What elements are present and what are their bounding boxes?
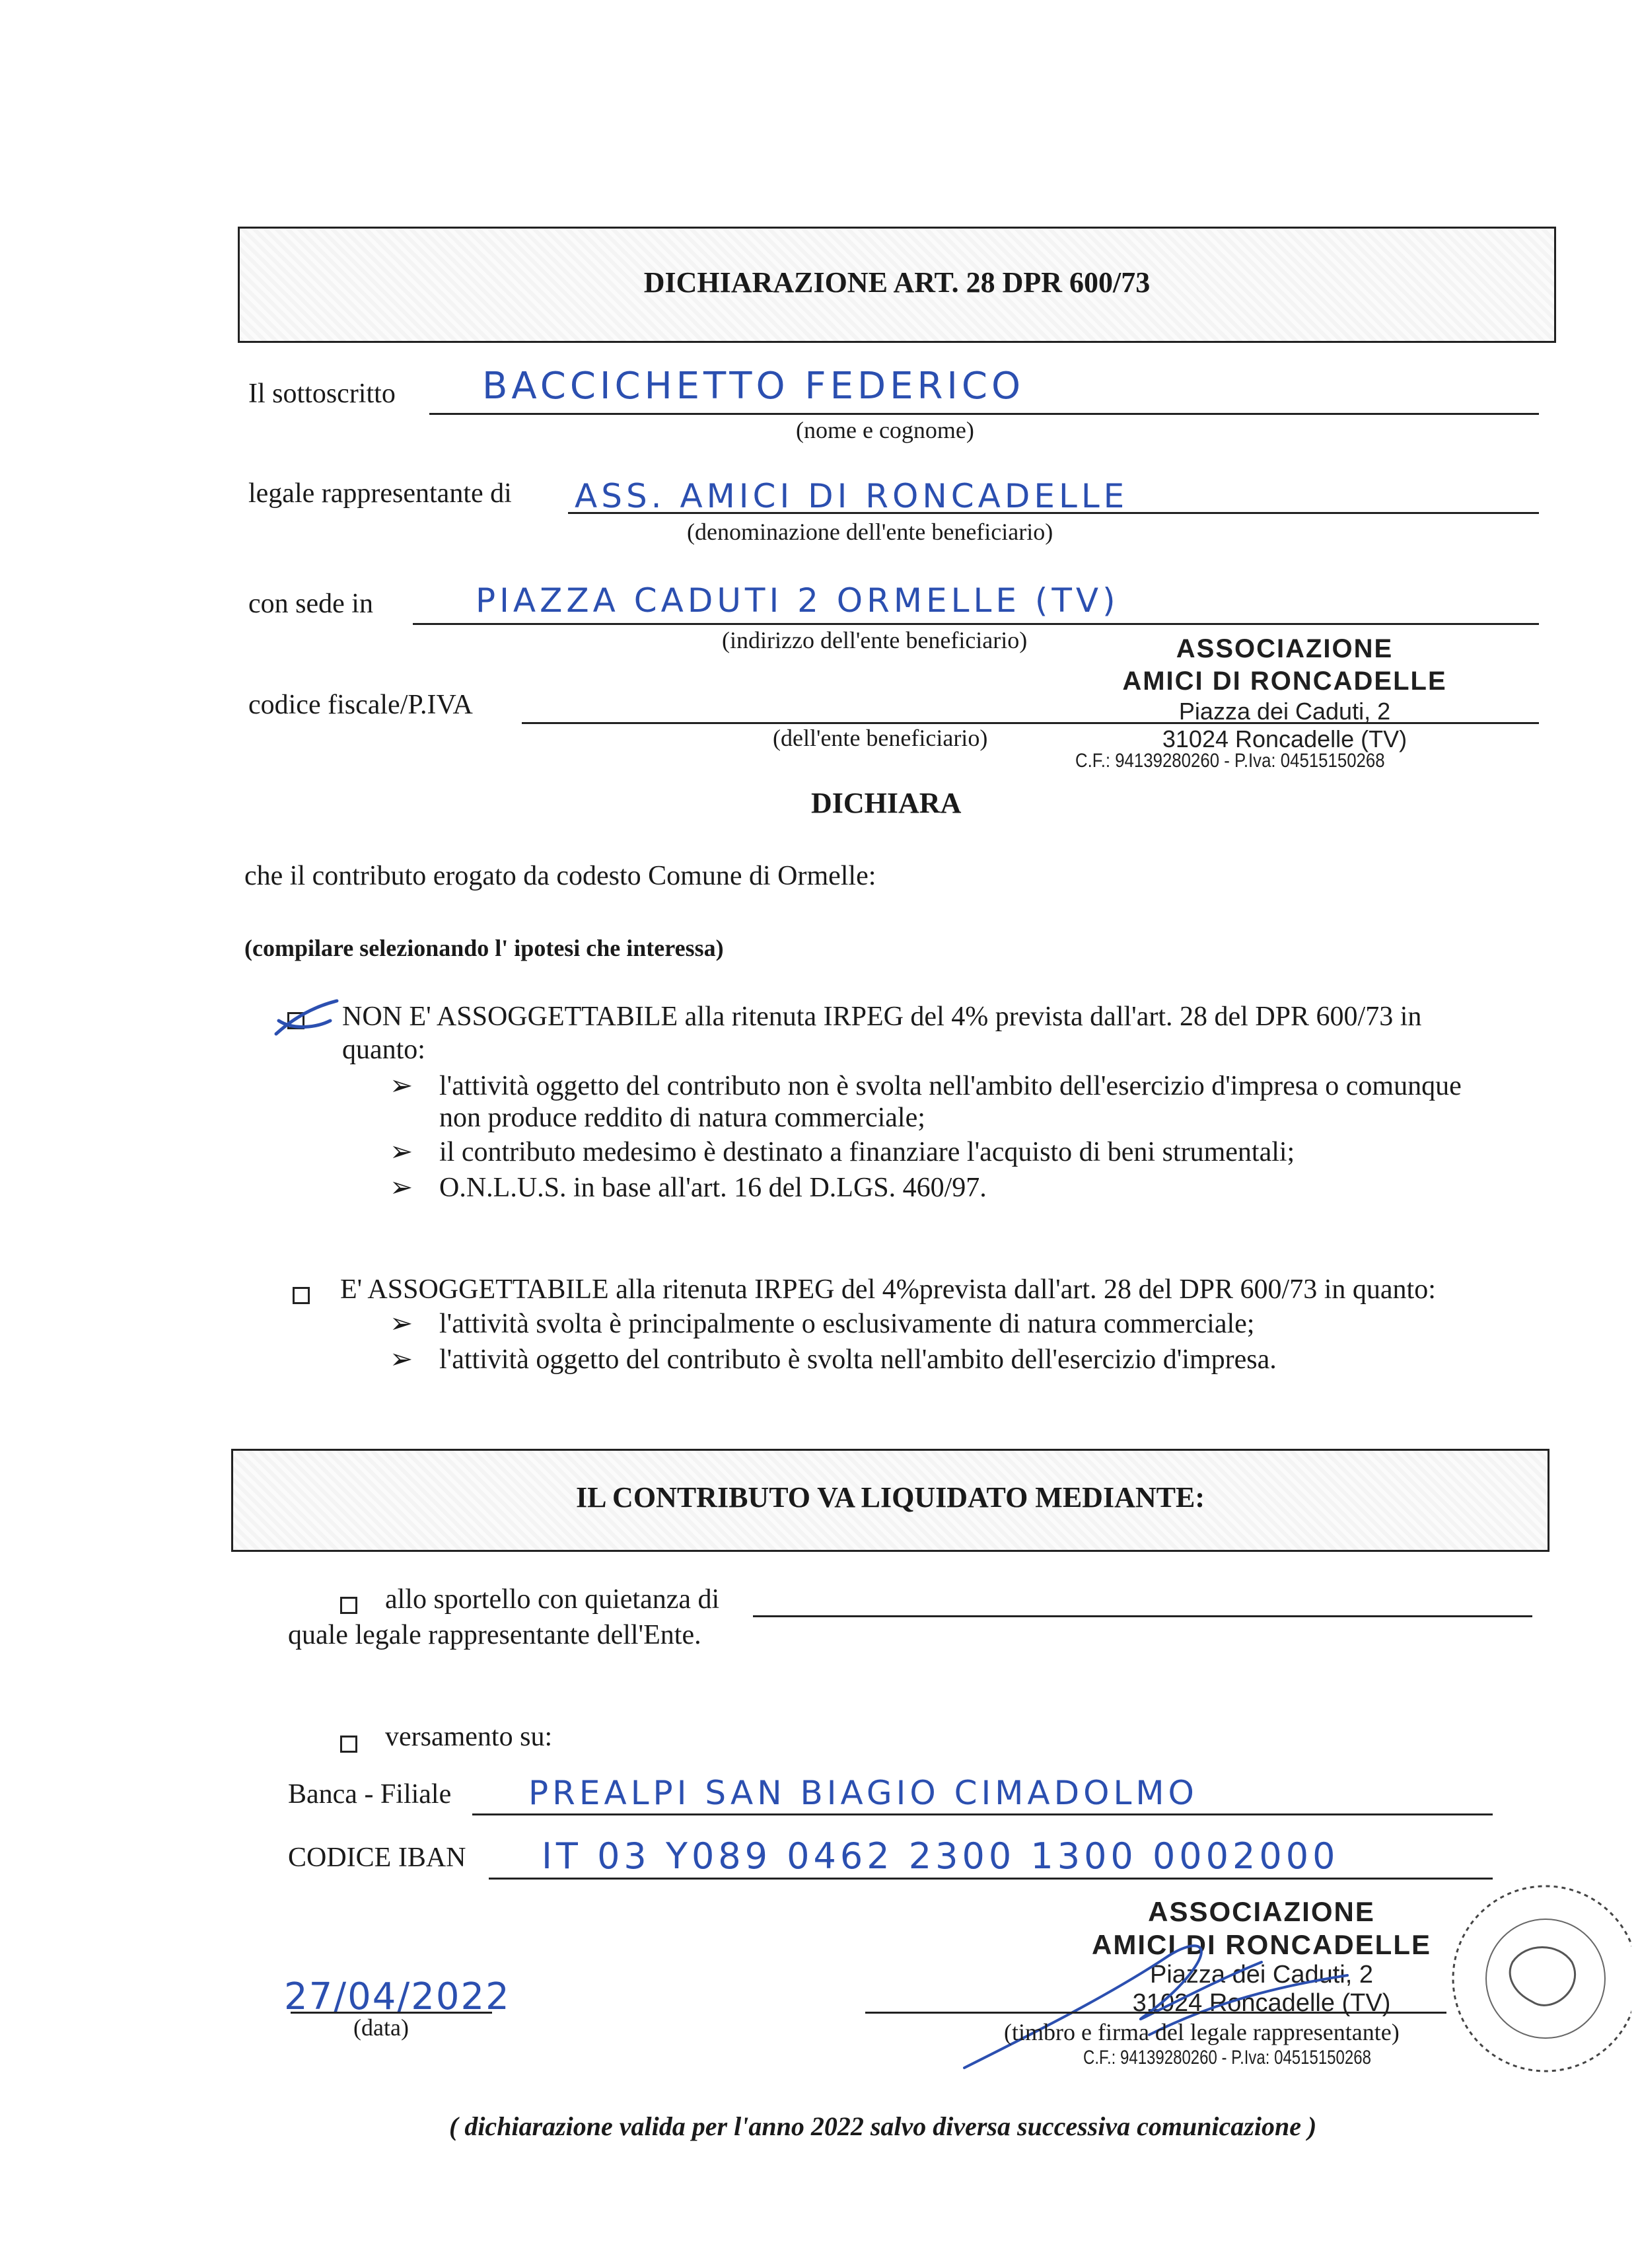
signature-icon	[951, 1916, 1427, 2088]
sportello-checkbox[interactable]	[340, 1597, 357, 1614]
legale-label: legale rappresentante di	[248, 478, 512, 509]
sede-label: con sede in	[248, 589, 373, 619]
arrow-icon: ➢	[390, 1307, 413, 1339]
stamp2-tax-ids: C.F.: 94139280260 - P.Iva: 04515150268	[1083, 2047, 1371, 2068]
versamento-checkbox[interactable]	[340, 1736, 357, 1753]
arrow-icon: ➢	[390, 1342, 413, 1375]
stamp2-line-2: AMICI DI RONCADELLE	[1092, 1929, 1431, 1960]
arrow-icon: ➢	[390, 1069, 413, 1101]
footer-note: ( dichiarazione valida per l'anno 2022 salvo diversa successiva comunicazione )	[449, 2111, 1317, 2141]
stamp2-line-4: 31024 Roncadelle (TV)	[1132, 1989, 1391, 2017]
cf-line	[522, 722, 1539, 724]
banca-value: PREALPI SAN BIAGIO CIMADOLMO	[528, 1774, 1198, 1812]
stamp2-line-1: ASSOCIAZIONE	[1148, 1896, 1375, 1927]
sportello-line	[753, 1615, 1532, 1617]
legale-value: ASS. AMICI DI RONCADELLE	[575, 477, 1129, 515]
stamp-line-4: 31024 Roncadelle (TV)	[1162, 725, 1407, 752]
option-b-text: E' ASSOGGETTABILE alla ritenuta IRPEG del 4%prevista dall'art. 28 del DPR 600/73 in quanto:	[340, 1274, 1436, 1305]
sede-caption: (indirizzo dell'ente beneficiario)	[722, 627, 1028, 653]
option-b-checkbox[interactable]	[293, 1287, 310, 1304]
option-a-text-2: quanto:	[342, 1035, 425, 1065]
payment-title: IL CONTRIBUTO VA LIQUIDATO MEDIANTE:	[576, 1481, 1205, 1514]
option-a-bullet-1-line-1: l'attività oggetto del contributo non è svolta nell'ambito dell'esercizio d'impresa o comunque	[439, 1071, 1462, 1101]
option-b-bullet-1: l'attività svolta è principalmente o esclusivamente di natura commerciale;	[439, 1309, 1255, 1339]
sottoscritto-label: Il sottoscritto	[248, 379, 396, 409]
document-title: DICHIARAZIONE ART. 28 DPR 600/73	[643, 266, 1151, 299]
sottoscritto-line	[429, 413, 1539, 415]
signature-line	[865, 2012, 1446, 2014]
arrow-icon: ➢	[390, 1171, 413, 1203]
signature-caption: (timbro e firma del legale rappresentante)	[1004, 2019, 1400, 2045]
cf-caption: (dell'ente beneficiario)	[773, 725, 988, 751]
sede-value: PIAZZA CADUTI 2 ORMELLE (TV)	[476, 581, 1120, 620]
payment-box	[231, 1449, 1549, 1552]
sportello-text-2: quale legale rappresentante dell'Ente.	[288, 1620, 701, 1650]
header-box	[238, 227, 1556, 343]
legale-caption: (denominazione dell'ente beneficiario)	[687, 519, 1053, 545]
instruction-text: (compilare selezionando l' ipotesi che interessa)	[244, 935, 724, 961]
option-a-bullet-3: O.N.L.U.S. in base all'art. 16 del D.LGS. 460/97.	[439, 1173, 987, 1203]
sportello-text: allo sportello con quietanza di	[385, 1584, 720, 1615]
stamp-tax-ids: C.F.: 94139280260 - P.Iva: 04515150268	[1075, 750, 1385, 772]
sottoscritto-caption: (nome e cognome)	[796, 417, 974, 443]
arrow-icon: ➢	[390, 1135, 413, 1167]
stamp-line-3: Piazza dei Caduti, 2	[1178, 698, 1391, 725]
cf-label: codice fiscale/P.IVA	[248, 690, 473, 720]
option-b-bullet-2: l'attività oggetto del contributo è svolta nell'ambito dell'esercizio d'impresa.	[439, 1344, 1277, 1375]
banca-line	[472, 1813, 1493, 1815]
option-a-bullet-1-line-2: non produce reddito di natura commerciale;	[439, 1103, 925, 1133]
iban-value: IT 03 Y089 0462 2300 1300 0002000	[542, 1835, 1339, 1877]
stamp2-line-3: Piazza dei Caduti, 2	[1150, 1961, 1373, 1989]
stamp-line-2: AMICI DI RONCADELLE	[1122, 667, 1447, 696]
sottoscritto-value: BACCICHETTO FEDERICO	[482, 365, 1025, 408]
option-a-bullet-2: il contributo medesimo è destinato a finanziare l'acquisto di beni strumentali;	[439, 1137, 1295, 1167]
check-mark-icon	[271, 994, 343, 1041]
stamp-line-1: ASSOCIAZIONE	[1176, 634, 1394, 663]
date-value: 27/04/2022	[284, 1975, 511, 2018]
seal-icon	[1433, 1863, 1631, 2081]
association-stamp	[1073, 634, 1496, 753]
option-a-text-1: NON E' ASSOGGETTABILE alla ritenuta IRPEG del 4% prevista dall'art. 28 del DPR 600/73 in	[342, 1002, 1422, 1032]
dichiara-heading: DICHIARA	[811, 787, 962, 819]
iban-label: CODICE IBAN	[288, 1843, 466, 1873]
sede-line	[413, 623, 1539, 625]
intro-text: che il contributo erogato da codesto Comune di Ormelle:	[244, 861, 876, 891]
date-caption: (data)	[353, 2014, 409, 2041]
banca-label: Banca - Filiale	[288, 1779, 452, 1810]
versamento-text: versamento su:	[385, 1722, 553, 1752]
iban-line	[489, 1878, 1493, 1880]
